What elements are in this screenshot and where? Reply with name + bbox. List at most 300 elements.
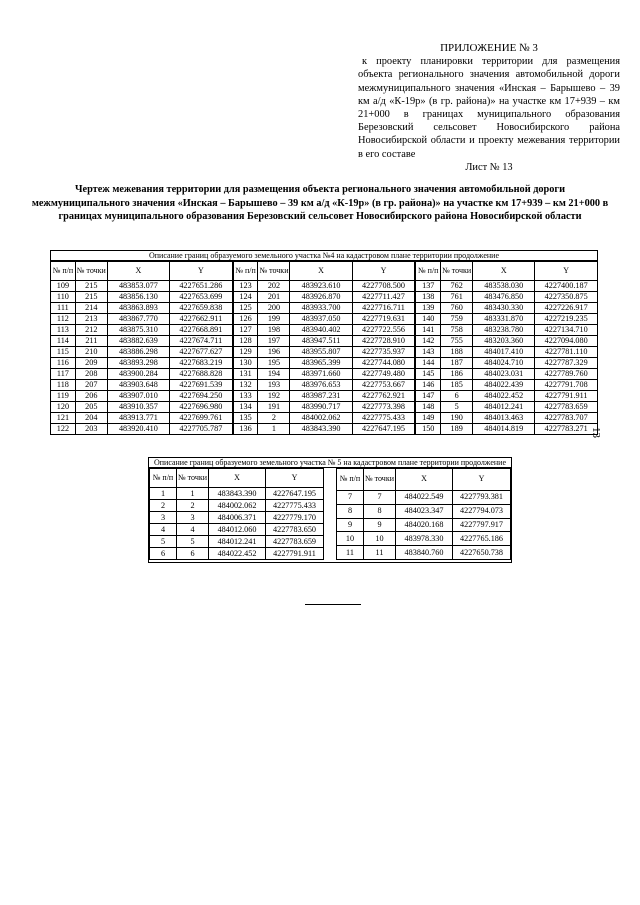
table-cell: 4227647.195: [352, 424, 415, 435]
table-header-row: [150, 469, 324, 488]
table-cell: 195: [258, 358, 290, 369]
table-row: [51, 413, 233, 424]
table-row: [336, 504, 510, 518]
table-cell: 4227683.219: [169, 358, 232, 369]
table-cell: 186: [441, 369, 473, 380]
table-cell: 483843.390: [290, 424, 352, 435]
column-header: № точки: [75, 262, 107, 281]
table-cell: 130: [233, 358, 258, 369]
table-row: [416, 336, 598, 347]
table-row: [150, 500, 324, 512]
table-cell: 4227779.170: [266, 512, 324, 524]
table-row: [150, 524, 324, 536]
column-header: X: [473, 262, 535, 281]
table-cell: 484023.031: [473, 369, 535, 380]
table-cell: 484020.168: [396, 518, 453, 532]
table-row: [51, 281, 233, 292]
table-cell: 4227705.787: [169, 424, 232, 435]
table-cell: 484002.062: [209, 500, 266, 512]
table-cell: 4227650.738: [453, 546, 511, 560]
table-cell: 483886.298: [107, 347, 169, 358]
table-cell: 142: [416, 336, 441, 347]
table-cell: 483238.780: [473, 325, 535, 336]
table-cell: 759: [441, 314, 473, 325]
table-row: [416, 325, 598, 336]
table-cell: 191: [258, 402, 290, 413]
table-cell: 483933.700: [290, 303, 352, 314]
table-cell: 203: [75, 424, 107, 435]
table-cell: 137: [416, 281, 441, 292]
table-cell: 483926.870: [290, 292, 352, 303]
table-row: [233, 336, 415, 347]
table-cell: 483875.310: [107, 325, 169, 336]
table-cell: 215: [75, 281, 107, 292]
table-cell: 483203.360: [473, 336, 535, 347]
table-cell: 196: [258, 347, 290, 358]
table-cell: 6: [150, 548, 177, 560]
table-cell: 483430.330: [473, 303, 535, 314]
table-cell: 483978.330: [396, 532, 453, 546]
table-cell: 214: [75, 303, 107, 314]
table-cell: 484017.410: [473, 347, 535, 358]
table-row: [416, 391, 598, 402]
table-cell: 10: [363, 532, 395, 546]
table-cell: 190: [441, 413, 473, 424]
table-cell: 484022.452: [473, 391, 535, 402]
table-cell: 483913.771: [107, 413, 169, 424]
table-cell: 147: [416, 391, 441, 402]
table-header-row: [51, 262, 233, 281]
column-header: № точки: [363, 469, 395, 491]
column-header: X: [290, 262, 352, 281]
table-cell: 123: [233, 281, 258, 292]
column-header: № точки: [177, 469, 209, 488]
table1-block: [415, 261, 598, 435]
table-header-row: [233, 262, 415, 281]
table-row: [233, 292, 415, 303]
table-cell: 194: [258, 369, 290, 380]
table-cell: 4227691.539: [169, 380, 232, 391]
table-cell: 126: [233, 314, 258, 325]
table-cell: 484014.819: [473, 424, 535, 435]
table-cell: 484022.549: [396, 490, 453, 504]
table-row: [51, 347, 233, 358]
table-cell: 213: [75, 314, 107, 325]
table-cell: 483331.870: [473, 314, 535, 325]
table-row: [416, 303, 598, 314]
table-row: [336, 546, 510, 560]
table-cell: 138: [416, 292, 441, 303]
table-cell: 4227719.631: [352, 314, 415, 325]
table-cell: 4227797.917: [453, 518, 511, 532]
table-cell: 116: [51, 358, 76, 369]
table-row: [336, 518, 510, 532]
table-cell: 212: [75, 325, 107, 336]
table-cell: 122: [51, 424, 76, 435]
table-cell: 483476.850: [473, 292, 535, 303]
table-cell: 484002.062: [290, 413, 352, 424]
table-row: [51, 358, 233, 369]
table-cell: 129: [233, 347, 258, 358]
table-cell: 215: [75, 292, 107, 303]
table-cell: 483971.660: [290, 369, 352, 380]
table-cell: 483538.030: [473, 281, 535, 292]
table-cell: 483947.511: [290, 336, 352, 347]
table2-block: [336, 468, 511, 560]
table-cell: 484012.241: [473, 402, 535, 413]
table-cell: 141: [416, 325, 441, 336]
table-cell: 2: [258, 413, 290, 424]
column-header: № п/п: [336, 469, 363, 491]
table-cell: 208: [75, 369, 107, 380]
table-cell: 483910.357: [107, 402, 169, 413]
column-header: № п/п: [416, 262, 441, 281]
parcel-4-blocks: [50, 261, 598, 435]
table-cell: 2: [150, 500, 177, 512]
table-cell: 4227653.699: [169, 292, 232, 303]
table-cell: 483867.770: [107, 314, 169, 325]
table-row: [233, 303, 415, 314]
table-cell: 4227699.761: [169, 413, 232, 424]
table-cell: 211: [75, 336, 107, 347]
table-cell: 483940.402: [290, 325, 352, 336]
table-cell: 6: [441, 391, 473, 402]
table-cell: 135: [233, 413, 258, 424]
table-cell: 4227791.911: [266, 548, 324, 560]
table-cell: 10: [336, 532, 363, 546]
table-cell: 8: [363, 504, 395, 518]
table-cell: 7: [336, 490, 363, 504]
table-cell: 4227744.080: [352, 358, 415, 369]
table-cell: 145: [416, 369, 441, 380]
table-cell: 484012.060: [209, 524, 266, 536]
table-row: [51, 325, 233, 336]
table-cell: 483863.893: [107, 303, 169, 314]
column-header: № п/п: [233, 262, 258, 281]
table-cell: 4227783.659: [535, 402, 598, 413]
table-cell: 4227783.271: [535, 424, 598, 435]
table-cell: 4227350.875: [535, 292, 598, 303]
table-row: [233, 424, 415, 435]
table-cell: 7: [363, 490, 395, 504]
table-cell: 483903.648: [107, 380, 169, 391]
table-cell: 193: [258, 380, 290, 391]
table-cell: 113: [51, 325, 76, 336]
table-cell: 483893.298: [107, 358, 169, 369]
table-row: [416, 402, 598, 413]
table-cell: 483843.390: [209, 488, 266, 500]
table-cell: 124: [233, 292, 258, 303]
table-cell: 4227651.286: [169, 281, 232, 292]
table-row: [416, 347, 598, 358]
table-cell: 112: [51, 314, 76, 325]
column-header: Y: [169, 262, 232, 281]
table-cell: 4227722.556: [352, 325, 415, 336]
table-cell: 484012.241: [209, 536, 266, 548]
column-header: X: [107, 262, 169, 281]
table-cell: 4227711.427: [352, 292, 415, 303]
table-cell: 127: [233, 325, 258, 336]
column-header: № точки: [441, 262, 473, 281]
table-cell: 4227659.838: [169, 303, 232, 314]
table-row: [233, 413, 415, 424]
column-header: X: [396, 469, 453, 491]
table-cell: 9: [336, 518, 363, 532]
table-row: [416, 380, 598, 391]
table-cell: 4227668.891: [169, 325, 232, 336]
table-row: [51, 292, 233, 303]
table-row: [51, 336, 233, 347]
table-cell: 4227783.659: [266, 536, 324, 548]
table-cell: 125: [233, 303, 258, 314]
table-cell: 150: [416, 424, 441, 435]
table-row: [233, 325, 415, 336]
table-cell: 118: [51, 380, 76, 391]
column-header: № п/п: [150, 469, 177, 488]
table-cell: 149: [416, 413, 441, 424]
table-cell: 483955.807: [290, 347, 352, 358]
table-cell: 4227794.073: [453, 504, 511, 518]
table-cell: 4227400.187: [535, 281, 598, 292]
table-row: [233, 347, 415, 358]
table-cell: 483965.399: [290, 358, 352, 369]
table-cell: 109: [51, 281, 76, 292]
table-cell: 484022.452: [209, 548, 266, 560]
table-cell: 144: [416, 358, 441, 369]
column-header: X: [209, 469, 266, 488]
table-cell: 120: [51, 402, 76, 413]
table-header-row: [336, 469, 510, 491]
table-cell: 117: [51, 369, 76, 380]
table-row: [51, 314, 233, 325]
table-cell: 484013.463: [473, 413, 535, 424]
table-row: [416, 369, 598, 380]
table-row: [336, 532, 510, 546]
table-row: [51, 402, 233, 413]
table-row: [416, 358, 598, 369]
table-cell: 1: [150, 488, 177, 500]
table-cell: 4227728.910: [352, 336, 415, 347]
table-cell: 132: [233, 380, 258, 391]
parcel-4-caption: Описание границ образуемого земельного участка №4 на кадастровом плане территории продолжение: [50, 250, 598, 261]
table-cell: 4227219.235: [535, 314, 598, 325]
table-cell: 4227762.921: [352, 391, 415, 402]
table-cell: 5: [177, 536, 209, 548]
table-cell: 483990.717: [290, 402, 352, 413]
table-cell: 483840.760: [396, 546, 453, 560]
table-cell: 4227773.398: [352, 402, 415, 413]
table-cell: 205: [75, 402, 107, 413]
table-row: [233, 380, 415, 391]
table-cell: 760: [441, 303, 473, 314]
table-cell: 201: [258, 292, 290, 303]
table-cell: 4227749.480: [352, 369, 415, 380]
table-cell: 11: [336, 546, 363, 560]
table-cell: 4227787.329: [535, 358, 598, 369]
table-cell: 136: [233, 424, 258, 435]
table-row: [150, 548, 324, 560]
table-cell: 4227696.980: [169, 402, 232, 413]
table-cell: 483856.130: [107, 292, 169, 303]
table-cell: 483907.010: [107, 391, 169, 402]
table-cell: 483900.284: [107, 369, 169, 380]
table-row: [233, 402, 415, 413]
table-cell: 207: [75, 380, 107, 391]
table-cell: 199: [258, 314, 290, 325]
column-header: № п/п: [51, 262, 76, 281]
column-header: № точки: [258, 262, 290, 281]
parcel-5-caption: Описание границ образуемого земельного участка № 5 на кадастровом плане территории продолжение: [149, 458, 511, 468]
table-cell: 4227677.627: [169, 347, 232, 358]
table-row: [416, 413, 598, 424]
table-row: [51, 380, 233, 391]
table-row: [416, 292, 598, 303]
parcel-5-blocks: [149, 468, 511, 562]
table-cell: 114: [51, 336, 76, 347]
table-cell: 4: [150, 524, 177, 536]
table-cell: 111: [51, 303, 76, 314]
table-cell: 143: [416, 347, 441, 358]
table-cell: 1: [258, 424, 290, 435]
appendix-description: к проекту планировки территории для размещения объекта регионального значения автомобильной дороги межмуниципального значения «Инская – Барышево – 39 км а/д «К-19р» (в гр. района)» на участке км 17+939 – км 21+000 в границах муниципального образования Березовский сельсовет Новосибирского района Новосибирской области и проекту межевания территории в его составе: [358, 56, 620, 160]
table-row: [51, 369, 233, 380]
table-cell: 5: [441, 402, 473, 413]
table1-block: [233, 261, 416, 435]
table-cell: 4227094.080: [535, 336, 598, 347]
table-row: [233, 281, 415, 292]
table-cell: 4227781.110: [535, 347, 598, 358]
table-row: [233, 369, 415, 380]
table-cell: 209: [75, 358, 107, 369]
table-cell: 483882.639: [107, 336, 169, 347]
table2-block: [149, 468, 324, 560]
table-cell: 134: [233, 402, 258, 413]
table-cell: 187: [441, 358, 473, 369]
table-cell: 483976.653: [290, 380, 352, 391]
table-row: [416, 314, 598, 325]
table-cell: 139: [416, 303, 441, 314]
side-page-number: 13: [590, 427, 602, 438]
table-cell: 758: [441, 325, 473, 336]
table-cell: 484023.347: [396, 504, 453, 518]
table-cell: 4227662.911: [169, 314, 232, 325]
table-cell: 4227753.667: [352, 380, 415, 391]
table-cell: 4227647.195: [266, 488, 324, 500]
table-cell: 484024.710: [473, 358, 535, 369]
table-cell: 484022.439: [473, 380, 535, 391]
table-cell: 4: [177, 524, 209, 536]
table-cell: 761: [441, 292, 473, 303]
table-cell: 1: [177, 488, 209, 500]
table-cell: 4227775.433: [352, 413, 415, 424]
table-cell: 3: [177, 512, 209, 524]
table-cell: 202: [258, 281, 290, 292]
table-cell: 4227793.381: [453, 490, 511, 504]
table-header-row: [416, 262, 598, 281]
table-cell: 4227694.250: [169, 391, 232, 402]
column-header: Y: [266, 469, 324, 488]
table-row: [51, 303, 233, 314]
table-row: [233, 391, 415, 402]
table-cell: 192: [258, 391, 290, 402]
table-cell: 128: [233, 336, 258, 347]
table-cell: 4227708.500: [352, 281, 415, 292]
sheet-number: Лист № 13: [465, 161, 513, 173]
table-cell: 11: [363, 546, 395, 560]
table-cell: 6: [177, 548, 209, 560]
table-row: [150, 488, 324, 500]
table-cell: 119: [51, 391, 76, 402]
table-cell: 200: [258, 303, 290, 314]
drawing-heading: Чертеж межевания территории для размещения объекта регионального значения автомобильной дороги межмуниципального значения «Инская – Барышево – 39 км а/д «К-19р» (в гр. района)» на участке км 17+939 – км 21+000 в границах муниципального образования Березовский сельсовет Новосибирского района Новосибирской области: [31, 184, 609, 222]
parcel-4-coordinates: [50, 250, 598, 435]
table-cell: 4227789.760: [535, 369, 598, 380]
table-cell: 188: [441, 347, 473, 358]
table-cell: 3: [150, 512, 177, 524]
column-header: Y: [352, 262, 415, 281]
table-cell: 2: [177, 500, 209, 512]
table-row: [416, 424, 598, 435]
table-cell: 762: [441, 281, 473, 292]
table-row: [150, 536, 324, 548]
table-cell: 483853.077: [107, 281, 169, 292]
table-cell: 4227674.711: [169, 336, 232, 347]
table-cell: 5: [150, 536, 177, 548]
table-cell: 4227134.710: [535, 325, 598, 336]
table-cell: 4227783.650: [266, 524, 324, 536]
table-row: [336, 490, 510, 504]
table-cell: 4227735.937: [352, 347, 415, 358]
table-cell: 206: [75, 391, 107, 402]
table-cell: 204: [75, 413, 107, 424]
table-row: [51, 391, 233, 402]
table1-block: [50, 261, 233, 435]
table-cell: 483937.050: [290, 314, 352, 325]
table-cell: 115: [51, 347, 76, 358]
appendix-header: [358, 42, 620, 174]
table-cell: 4227688.828: [169, 369, 232, 380]
table-cell: 4227783.707: [535, 413, 598, 424]
table-row: [150, 512, 324, 524]
table-cell: 148: [416, 402, 441, 413]
table-cell: 4227775.433: [266, 500, 324, 512]
table-cell: 197: [258, 336, 290, 347]
table-row: [233, 358, 415, 369]
table-cell: 4227791.911: [535, 391, 598, 402]
table-row: [51, 424, 233, 435]
column-header: Y: [453, 469, 511, 491]
separator-line: [305, 604, 361, 605]
table-cell: 9: [363, 518, 395, 532]
table-cell: 198: [258, 325, 290, 336]
table-cell: 755: [441, 336, 473, 347]
table-cell: 189: [441, 424, 473, 435]
table-cell: 4227765.186: [453, 532, 511, 546]
table-cell: 483987.231: [290, 391, 352, 402]
table-cell: 484006.371: [209, 512, 266, 524]
table-cell: 185: [441, 380, 473, 391]
table-cell: 4227716.711: [352, 303, 415, 314]
table-row: [416, 281, 598, 292]
table-cell: 140: [416, 314, 441, 325]
table-cell: 146: [416, 380, 441, 391]
table-cell: 8: [336, 504, 363, 518]
table-cell: 4227226.917: [535, 303, 598, 314]
appendix-title: ПРИЛОЖЕНИЕ № 3: [440, 42, 538, 54]
table-cell: 110: [51, 292, 76, 303]
table-cell: 131: [233, 369, 258, 380]
parcel-5-coordinates: [148, 457, 512, 563]
